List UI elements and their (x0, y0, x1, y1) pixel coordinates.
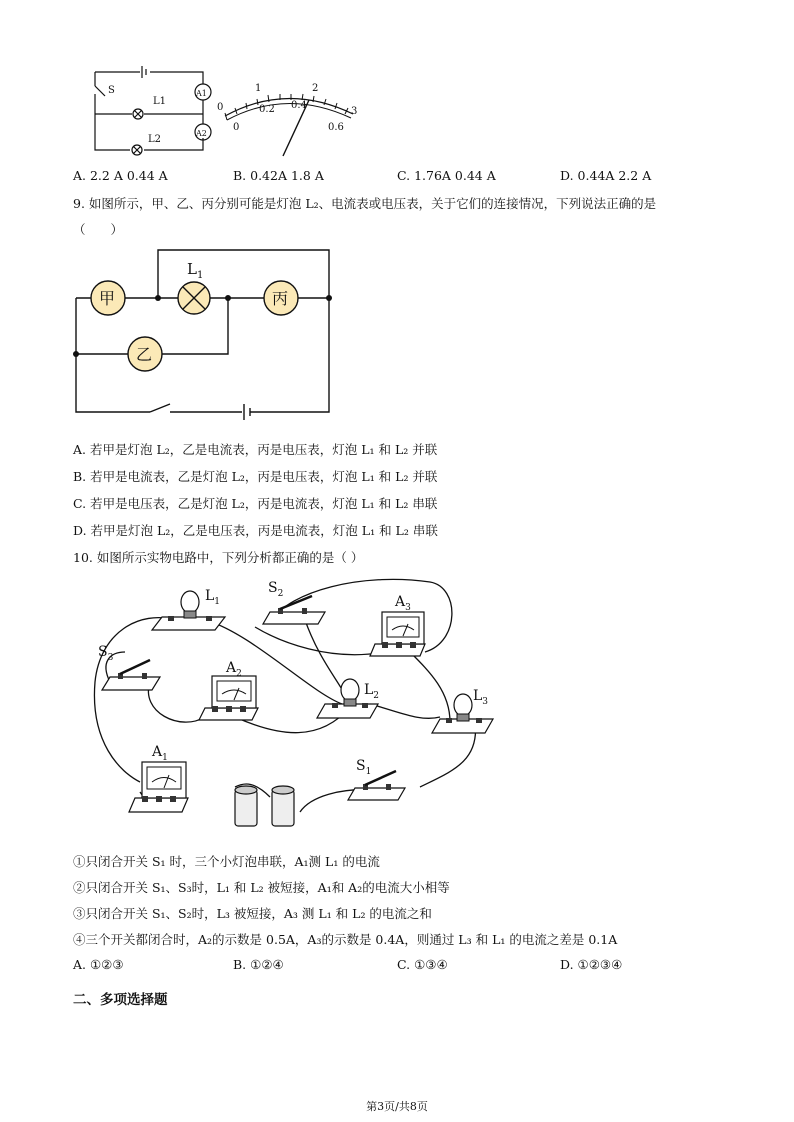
q10-statement-1: ①只闭合开关 S₁ 时，三个小灯泡串联，A₁测 L₁ 的电流 (73, 854, 380, 869)
q10-option-a[interactable]: A. ①②③ (73, 957, 124, 972)
q8-top-scale-1: 1 (255, 83, 262, 94)
q10-option-b[interactable]: B. ①②④ (233, 957, 284, 972)
q10-label-a3: $A_3$ (395, 594, 411, 613)
q10-ammeter-a3 (370, 612, 425, 656)
q8-lamp1-label: L1 (153, 96, 167, 107)
q10-physical-circuit-figure (80, 572, 500, 842)
q10-option-d[interactable]: D. ①②③④ (560, 957, 623, 972)
q8-bottom-scale-2: 0.4 (291, 100, 307, 111)
q10-label-s2: $S_2$ (268, 580, 284, 599)
q10-statement-4: ④三个开关都闭合时，A₂的示数是 0.5A，A₃的示数是 0.4A，则通过 L₃ 和 L₁ 的电流之差是 0.1A (73, 932, 618, 947)
q9-option-c[interactable]: C. 若甲是电压表，乙是灯泡 L₂，丙是电流表，灯泡 L₁ 和 L₂ 串联 (73, 496, 438, 511)
q9-yi-label: 乙 (136, 345, 153, 364)
q9-option-d[interactable]: D. 若甲是灯泡 L₂，乙是电压表，丙是电流表，灯泡 L₁ 和 L₂ 串联 (73, 523, 438, 538)
page-footer: 第3页/共8页 (366, 1100, 428, 1113)
q8-bottom-scale-3: 0.6 (328, 122, 344, 133)
q10-stem: 10. 如图所示实物电路中，下列分析都正确的是（ ） (73, 550, 364, 565)
q8-circuit-figure (80, 66, 215, 158)
q8-lamp2-label: L2 (148, 134, 162, 145)
q9-lamp-label: $L_1$ (187, 260, 204, 281)
q10-switch-s2 (263, 596, 325, 624)
q9-option-b[interactable]: B. 若甲是电流表，乙是灯泡 L₂，丙是电压表，灯泡 L₁ 和 L₂ 并联 (73, 469, 438, 484)
q10-label-l3: $L_3$ (473, 688, 489, 707)
q8-bottom-scale-0: 0 (233, 122, 240, 133)
q10-statement-3: ③只闭合开关 S₁、S₂时，L₃ 被短接，A₃ 测 L₁ 和 L₂ 的电流之和 (73, 906, 432, 921)
q8-bottom-scale-1: 0.2 (259, 104, 275, 115)
q8-top-scale-2: 2 (312, 83, 319, 94)
q10-option-c[interactable]: C. ①③④ (397, 957, 448, 972)
q9-option-a[interactable]: A. 若甲是灯泡 L₂，乙是电流表，丙是电压表，灯泡 L₁ 和 L₂ 并联 (73, 442, 438, 457)
section-heading-multiple-choice: 二、多项选择题 (73, 992, 168, 1008)
q10-label-a2: $A_2$ (226, 660, 242, 679)
q10-ammeter-a1 (129, 762, 188, 812)
q8-option-d[interactable]: D. 0.44A 2.2 A (560, 168, 652, 183)
q10-label-l2: $L_2$ (364, 682, 380, 701)
q10-label-s1: $S_1$ (356, 758, 372, 777)
q8-top-scale-0: 0 (217, 102, 224, 113)
q9-bing-label: 丙 (272, 289, 289, 308)
q8-option-a[interactable]: A. 2.2 A 0.44 A (73, 168, 168, 183)
q10-statement-2: ②只闭合开关 S₁、S₃时，L₁ 和 L₂ 被短接，A₁和 A₂的电流大小相等 (73, 880, 450, 895)
q8-meter1-label: A1 (196, 89, 207, 98)
q8-top-scale-3: 3 (351, 106, 358, 117)
q8-meter2-label: A2 (196, 129, 207, 138)
q9-jia-label: 甲 (99, 289, 116, 308)
q8-option-c[interactable]: C. 1.76A 0.44 A (397, 168, 496, 183)
q8-meter-dial (215, 80, 360, 158)
q10-switch-s1 (348, 771, 405, 800)
q8-switch-label: S (108, 85, 115, 96)
q10-label-l1: $L_1$ (205, 588, 221, 607)
q10-label-s3: $S_3$ (98, 644, 114, 663)
q9-stem-bracket: （ ） (73, 222, 124, 237)
q9-circuit-figure (70, 246, 340, 418)
q10-label-a1: $A_1$ (152, 744, 168, 763)
q8-option-b[interactable]: B. 0.42A 1.8 A (233, 168, 324, 183)
q10-ammeter-a2 (199, 676, 258, 720)
q10-switch-s3 (102, 660, 160, 690)
q9-stem: 9. 如图所示，甲、乙、丙分别可能是灯泡 L₂、电流表或电压表，关于它们的连接情况，下列说法正确的是 (73, 196, 657, 211)
